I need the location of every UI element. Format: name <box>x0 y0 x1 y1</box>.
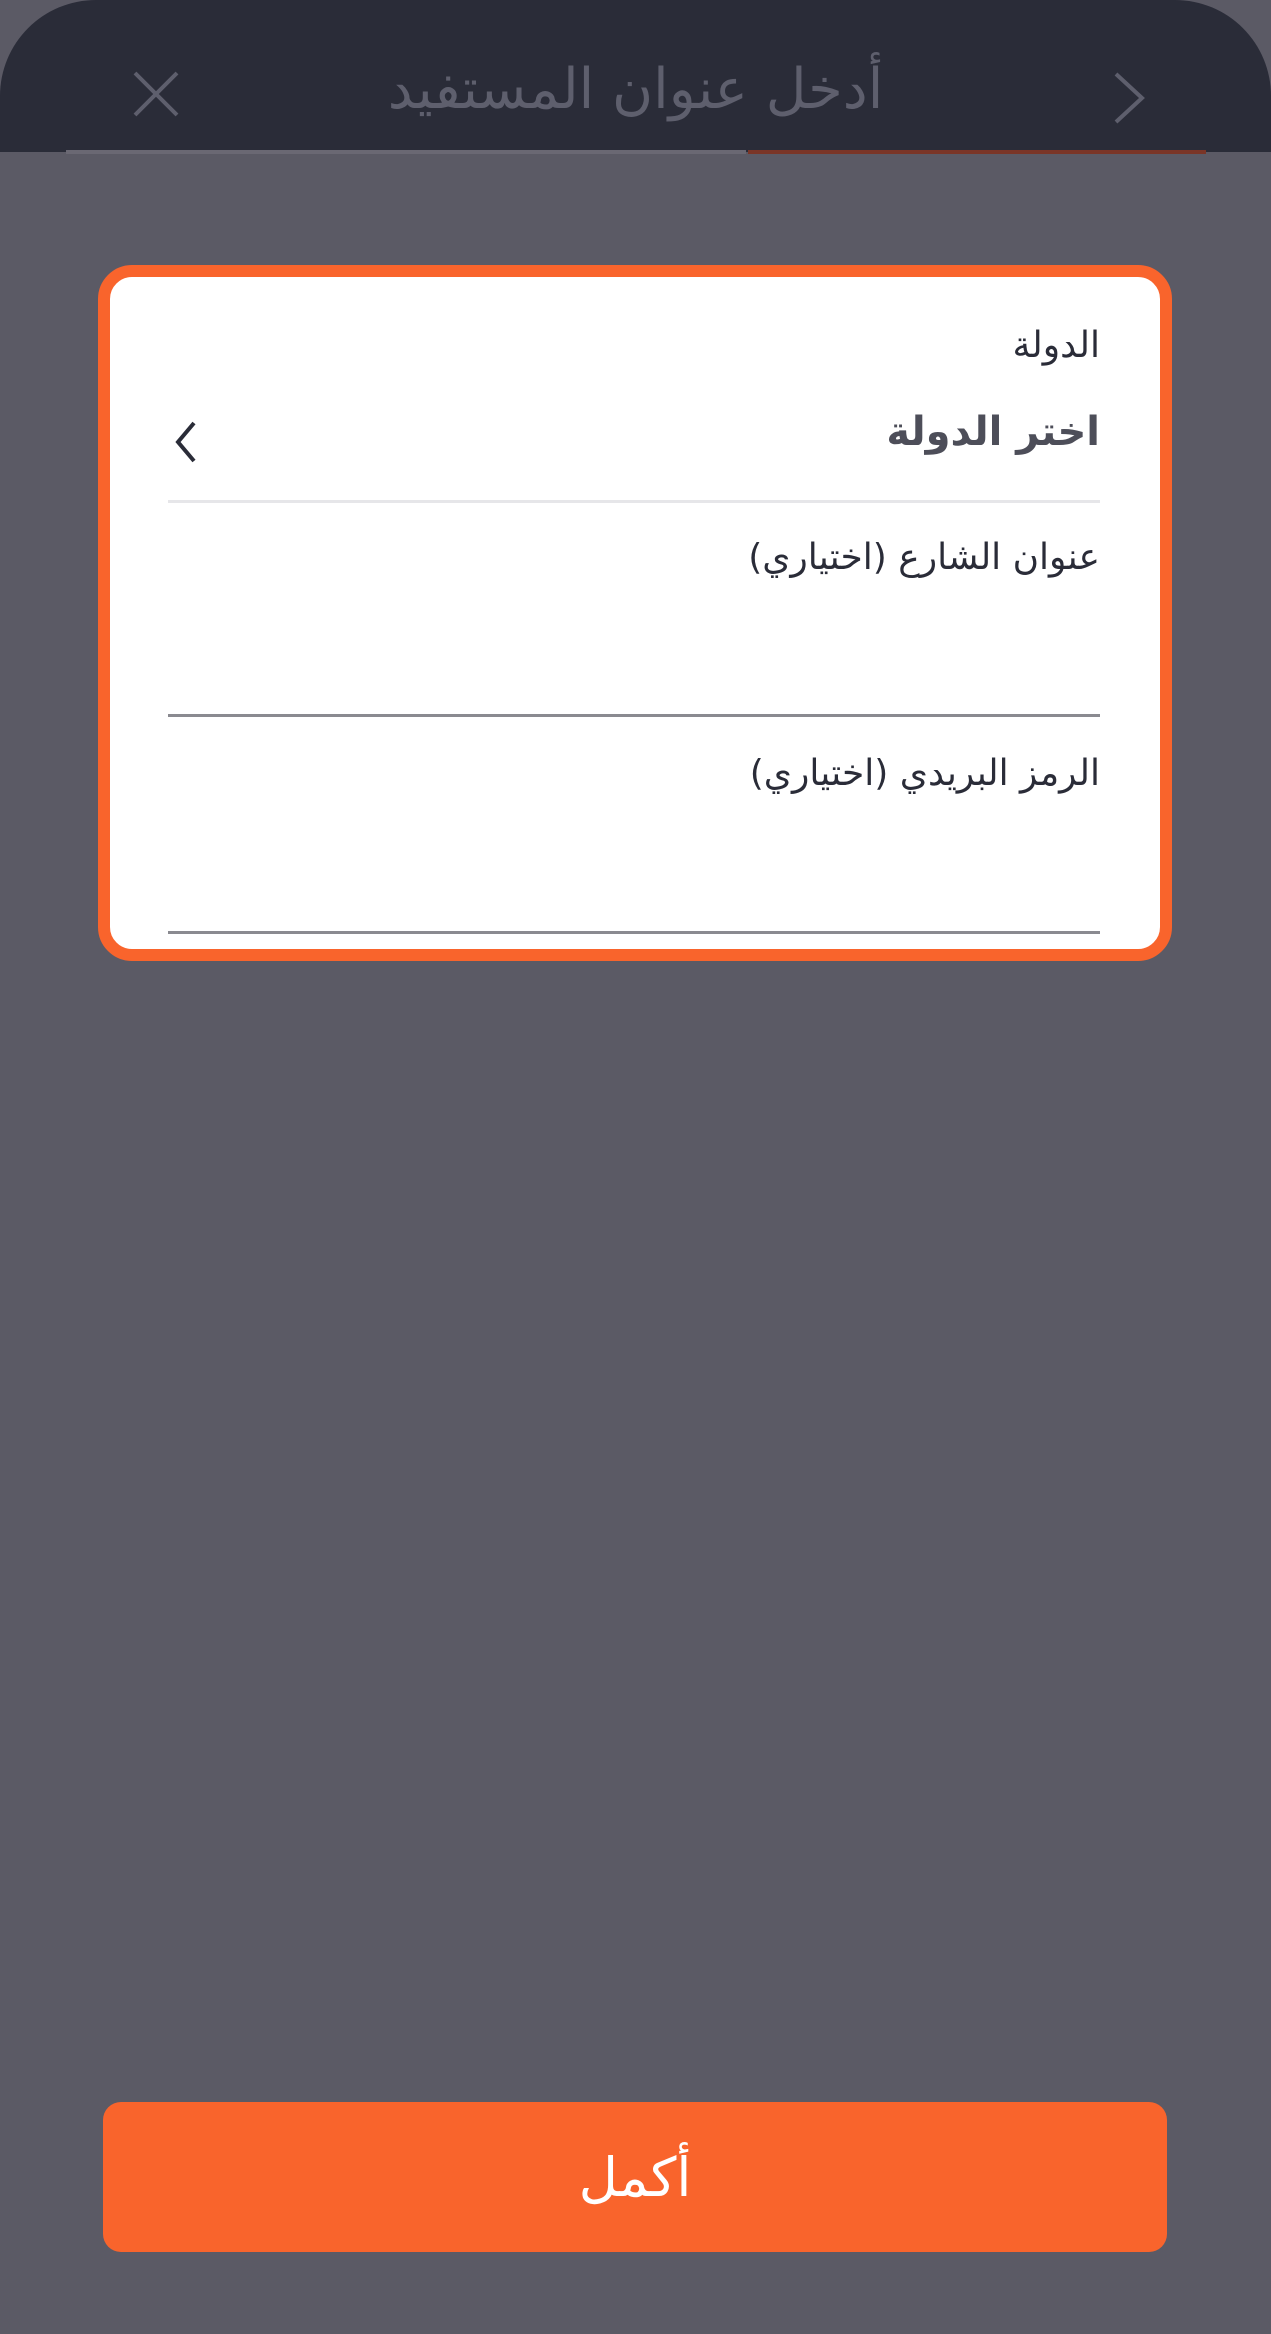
progress-indicator <box>748 150 1206 154</box>
country-divider <box>168 500 1100 503</box>
postal-input-underline <box>168 931 1100 934</box>
back-button[interactable] <box>1104 70 1154 126</box>
close-icon <box>131 69 181 119</box>
chevron-left-icon[interactable] <box>170 417 200 467</box>
postal-code-input[interactable] <box>168 823 1100 893</box>
page-title: أدخل عنوان المستفيد <box>387 57 884 122</box>
close-button[interactable] <box>128 66 184 122</box>
header-bar <box>0 0 1271 152</box>
header-divider <box>66 150 746 154</box>
street-label: عنوان الشارع (اختياري) <box>748 537 1100 578</box>
postal-label: الرمز البريدي (اختياري) <box>749 753 1100 794</box>
country-label: الدولة <box>1012 325 1100 366</box>
street-input-underline <box>168 714 1100 717</box>
complete-button[interactable]: أكمل <box>103 2102 1167 2252</box>
country-selector-value[interactable]: اختر الدولة <box>886 409 1100 455</box>
street-input[interactable] <box>168 607 1100 677</box>
address-form-card <box>98 265 1172 961</box>
chevron-right-icon <box>1112 70 1146 126</box>
